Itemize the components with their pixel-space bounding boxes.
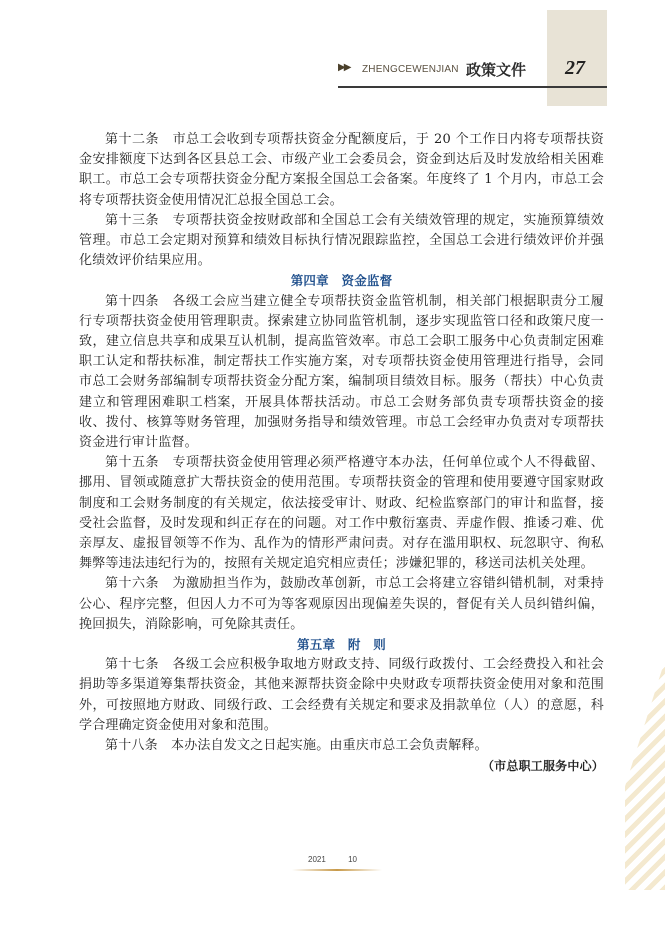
article-body xyxy=(79,130,604,777)
article-18: 第十八条 本办法自发文之日起实施。由重庆市总工会负责解释。 xyxy=(105,738,488,754)
chapter-heading-4: 第四章 资金监督 xyxy=(290,273,393,289)
article-16: 第十六条 为激励担当作为，鼓励改革创新，市总工会将建立容错纠错机制，对秉持公心、程序完整，但因人力不可为等客观原因出现偏差失误的，督促有关人员纠错纠偏，挽回损失，消除影响，可免除其责任。 xyxy=(79,576,604,632)
page-footer xyxy=(0,855,665,864)
footer-issue: 10 xyxy=(348,855,357,864)
article-12: 第十二条 市总工会收到专项帮扶资金分配额度后，于 20 个工作日内将专项帮扶资金安排额度下达到各区县总工会、市级产业工会委员会，资金到达后及时发放给相关困难职工。市总工会专项帮扶资金分配方案报全国总工会备案。年度终了 1 个月内，市总工会将专项帮扶资金使用情况汇总报全国总工会。 xyxy=(79,132,604,208)
double-arrow-icon: ▶▶ xyxy=(338,62,350,73)
header-rule-right xyxy=(545,86,607,88)
article-13: 第十三条 专项帮扶资金按财政部和全国总工会有关绩效管理的规定，实施预算绩效管理。市总工会定期对预算和绩效目标执行情况跟踪监控，全国总工会进行绩效评价并强化绩效评价结果应用。 xyxy=(79,212,604,269)
section-title-english: ZHENGCEWENJIAN xyxy=(362,64,459,75)
footer-year: 2021 xyxy=(308,855,326,864)
article-15: 第十五条 专项帮扶资金使用管理必须严格遵守本办法，任何单位或个人不得截留、挪用、冒领或随意扩大帮扶资金的使用范围。专项帮扶资金的管理和使用要遵守国家财政制度和工会财务制度的有关规定，依法接受审计、财政、纪检监察部门的审计和监督，接受社会监督，及时发现和纠正存在的问题。对工作中敷衍塞责、弄虚作假、推诿刁难、优亲厚友、虚报冒领等不作为、乱作为的情形严肃问责。对存在滥用职权、玩忽职守、徇私舞弊等违法违纪行为的，按照有关规定追究相应责任；涉嫌犯罪的，移送司法机关处理。 xyxy=(79,455,604,572)
page-number: 27 xyxy=(565,57,585,79)
header-rule xyxy=(338,86,545,88)
decorative-stripes xyxy=(625,660,665,890)
footer-rule xyxy=(292,869,382,871)
article-17: 第十七条 各级工会应积极争取地方财政支持、同级行政拨付、工会经费投入和社会捐助等多渠道筹集帮扶资金，其他来源帮扶资金除中央财政专项帮扶资金使用对象和范围外，可按照地方财政、同级行政、工会经费有关规定和要求及捐款单位（人）的意愿，科学合理确定资金使用对象和范围。 xyxy=(79,657,604,733)
author-signature: （市总职工服务中心） xyxy=(481,759,604,774)
section-title-chinese: 政策文件 xyxy=(466,61,527,79)
chapter-heading-5: 第五章 附 则 xyxy=(297,637,386,653)
article-14: 第十四条 各级工会应当建立健全专项帮扶资金监管机制，相关部门根据职责分工履行专项帮扶资金使用管理职责。探索建立协同监管机制，逐步实现监管口径和政策尺度一致，建立信息共享和成果互认机制，提高监管效率。市总工会职工服务中心负责制定困难职工认定和帮扶标准，制定帮扶工作实施方案，对专项帮扶资金使用管理进行指导，会同市总工会财务部编制专项帮扶资金分配方案，编制项目绩效目标。服务（帮扶）中心负责建立和管理困难职工档案，开展具体帮扶活动。市总工会财务部负责专项帮扶资金的接收、拨付、核算等财务管理，加强财务指导和绩效管理。市总工会经审办负责对专项帮扶资金进行审计监督。 xyxy=(79,293,604,451)
